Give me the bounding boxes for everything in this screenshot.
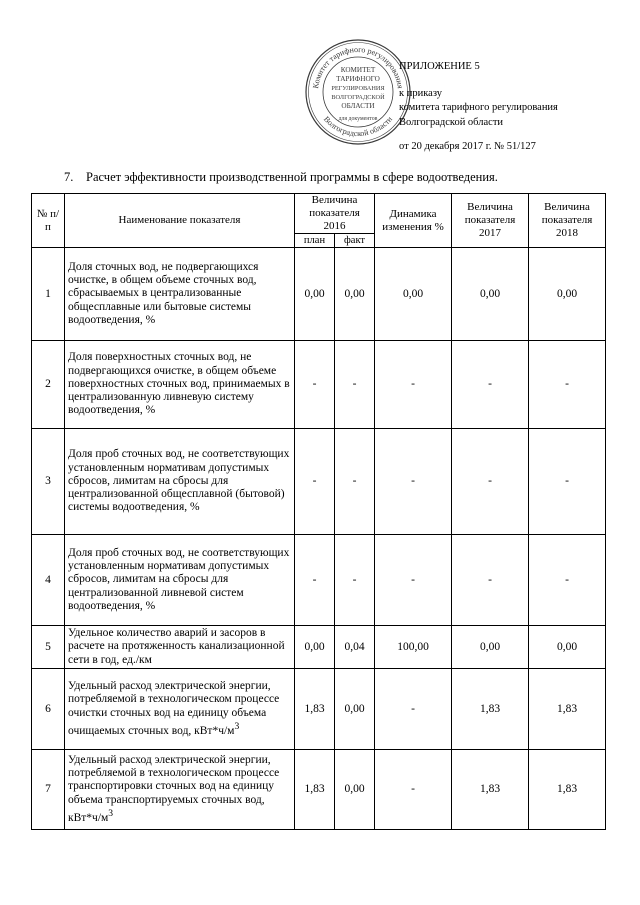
row-num: 6 — [32, 669, 65, 750]
appendix-title: ПРИЛОЖЕНИЕ 5 — [399, 61, 480, 72]
row-dynamics: 100,00 — [375, 626, 452, 669]
row-value-2017: - — [452, 535, 529, 626]
row-num: 1 — [32, 248, 65, 341]
row-dynamics: 0,00 — [375, 248, 452, 341]
stamp-center-line: ТАРИФНОГО — [336, 75, 380, 83]
table-row — [32, 626, 606, 669]
table-row — [32, 750, 606, 830]
table-row — [32, 248, 606, 341]
row-num: 5 — [32, 626, 65, 669]
header-value-2016: Величина показателя 2016 — [295, 194, 375, 234]
row-num: 4 — [32, 535, 65, 626]
header-dynamics: Динамика изменения % — [375, 194, 452, 248]
row-value-2018: 0,00 — [529, 248, 606, 341]
row-name: Удельный расход электрической энергии, потребляемой в технологическом процессе очистки сточных вод на единицу объема очищаемых сточных вод, кВт*ч/м — [68, 680, 280, 737]
row-fact: - — [335, 341, 375, 429]
section-heading — [64, 170, 498, 185]
header-num: № п/п — [32, 194, 65, 248]
section-number: 7. — [64, 170, 74, 184]
row-value-2018: - — [529, 535, 606, 626]
row-fact: 0,04 — [335, 626, 375, 669]
row-name: Удельный расход электрической энергии, потребляемой в технологическом процессе транспортировки сточных вод на единицу объема транспортируемых сточных вод, кВт*ч/м — [68, 754, 280, 824]
row-dynamics: - — [375, 341, 452, 429]
row-name-superscript: 3 — [108, 807, 114, 819]
table-row — [32, 669, 606, 750]
row-value-2018: 1,83 — [529, 750, 606, 830]
table-row — [32, 341, 606, 429]
appendix-line: к приказу — [399, 87, 442, 99]
row-plan: 0,00 — [295, 248, 335, 341]
row-value-2017: - — [452, 429, 529, 535]
stamp-center-line: РЕГУЛИРОВАНИЯ — [331, 85, 385, 92]
stamp-ring-bottom: Волгоградской области — [321, 114, 395, 139]
stamp-center-line: ВОЛГОГРАДСКОЙ — [331, 94, 385, 101]
appendix-block — [399, 60, 558, 155]
row-value-2017: - — [452, 341, 529, 429]
row-name-cell — [65, 669, 295, 750]
row-num: 3 — [32, 429, 65, 535]
header-name: Наименование показателя — [65, 194, 295, 248]
table-row — [32, 429, 606, 535]
row-name: Доля поверхностных сточных вод, не подвергающихся очистке, в общем объеме поверхностных сточных вод, принимаемых в централизованную ливневую систему водоотведения, % — [65, 341, 295, 429]
header-plan: план — [295, 234, 335, 248]
row-plan: - — [295, 429, 335, 535]
stamp-ring-top: Комитет тарифного регулирования — [311, 44, 405, 90]
row-value-2018: 1,83 — [529, 669, 606, 750]
official-stamp — [304, 38, 412, 146]
row-value-2017: 1,83 — [452, 669, 529, 750]
stamp-center-line: ОБЛАСТИ — [341, 102, 375, 110]
row-name: Доля сточных вод, не подвергающихся очистке, в общем объеме сточных вод, сбрасываемых в централизованные общесплавные или бытовые системы водоотведения, % — [65, 248, 295, 341]
row-plan: 1,83 — [295, 750, 335, 830]
row-fact: 0,00 — [335, 750, 375, 830]
stamp-footer: для документов — [338, 116, 378, 122]
table-row — [32, 535, 606, 626]
appendix-line: Волгоградской области — [399, 116, 504, 128]
row-fact: - — [335, 429, 375, 535]
row-dynamics: - — [375, 429, 452, 535]
row-value-2017: 0,00 — [452, 626, 529, 669]
row-fact: - — [335, 535, 375, 626]
header-fact: факт — [335, 234, 375, 248]
row-name-cell — [65, 750, 295, 830]
appendix-line: комитета тарифного регулирования — [399, 102, 558, 113]
row-plan: 0,00 — [295, 626, 335, 669]
row-dynamics: - — [375, 535, 452, 626]
row-dynamics: - — [375, 750, 452, 830]
row-plan: 1,83 — [295, 669, 335, 750]
row-num: 7 — [32, 750, 65, 830]
row-value-2018: - — [529, 429, 606, 535]
header-value-2017: Величина показателя 2017 — [452, 194, 529, 248]
header-value-2018: Величина показателя 2018 — [529, 194, 606, 248]
row-fact: 0,00 — [335, 248, 375, 341]
row-plan: - — [295, 341, 335, 429]
row-num: 2 — [32, 341, 65, 429]
row-name: Доля проб сточных вод, не соответствующих установленным нормативам допустимых сбросов, лимитам на сбросы для централизованной ливневой систем водоотведения, % — [65, 535, 295, 626]
efficiency-table — [31, 193, 606, 830]
row-name-superscript: 3 — [234, 720, 240, 732]
row-plan: - — [295, 535, 335, 626]
section-title: Расчет эффективности производственной программы в сфере водоотведения. — [86, 170, 498, 184]
stamp-center-line: КОМИТЕТ — [340, 66, 376, 74]
row-value-2018: - — [529, 341, 606, 429]
row-fact: 0,00 — [335, 669, 375, 750]
row-name: Удельное количество аварий и засоров в расчете на протяженность канализационной сети в год, ед./км — [65, 626, 295, 669]
row-name: Доля проб сточных вод, не соответствующих установленным нормативам допустимых сбросов, лимитам на сбросы для централизованной общесплавной (бытовой) системы водоотведения, % — [65, 429, 295, 535]
row-value-2017: 1,83 — [452, 750, 529, 830]
row-dynamics: - — [375, 669, 452, 750]
row-value-2017: 0,00 — [452, 248, 529, 341]
row-value-2018: 0,00 — [529, 626, 606, 669]
appendix-date: от 20 декабря 2017 г. № 51/127 — [399, 141, 536, 152]
